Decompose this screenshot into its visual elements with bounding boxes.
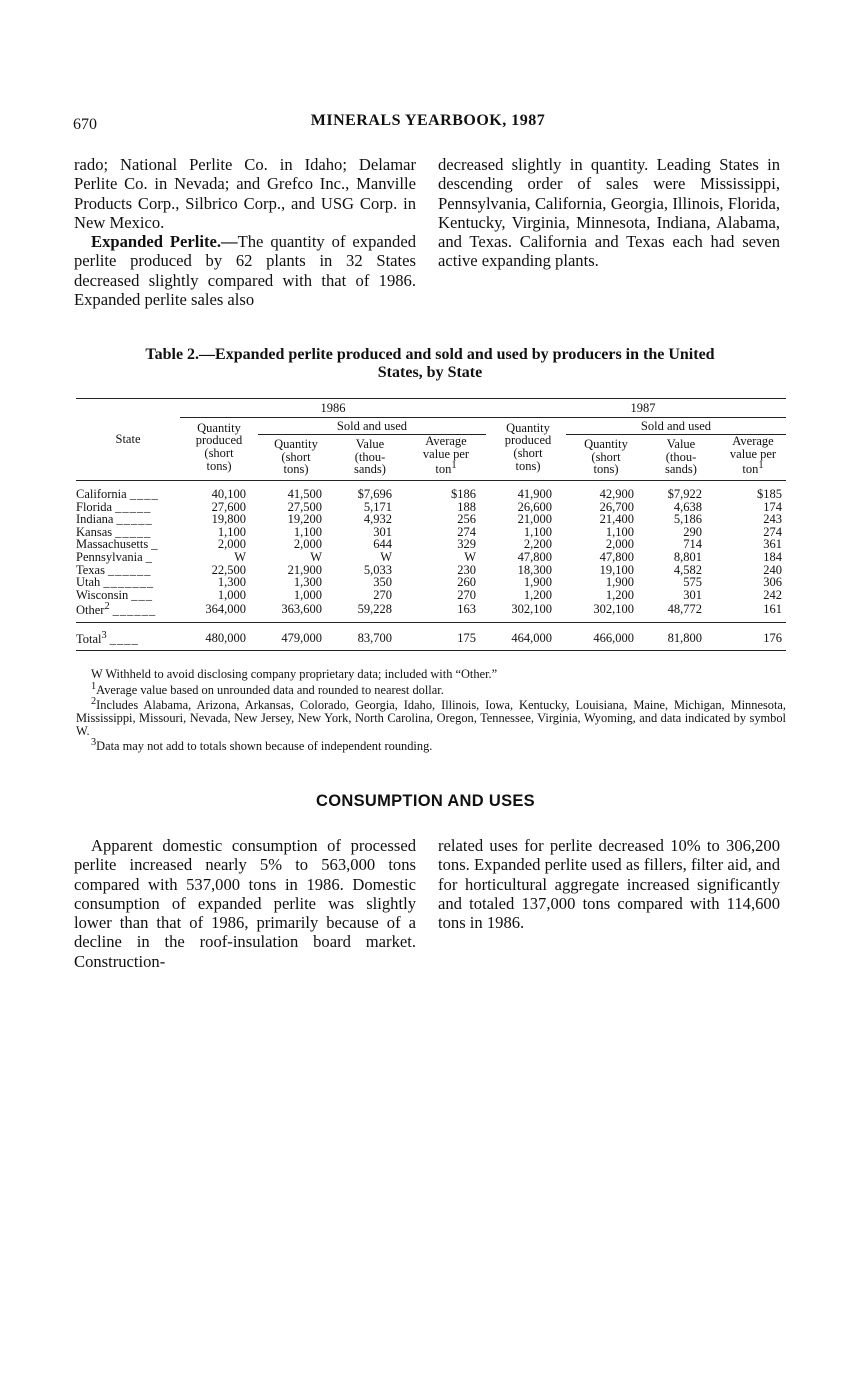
footnote-1-text: Average value based on unrounded data and rounded to nearest dollar. <box>96 682 444 697</box>
value-1986-cell: 5,171 <box>363 499 392 514</box>
state-name: Indiana <box>76 512 114 527</box>
intro-left-paragraph-1: rado; National Perlite Co. in Idaho; Delamar Perlite Co. in Nevada; and Grefco Inc., Manville Products Corp., Silbrico Corp., and USG Corp. in New Mexico. <box>74 155 416 232</box>
qty-sold-1986-cell: 1,100 <box>293 524 322 539</box>
avg-value-1987-cell: 242 <box>763 587 782 602</box>
expanded-perlite-heading: Expanded Perlite.— <box>91 232 238 252</box>
qty-produced-1986-cell: 27,600 <box>211 499 246 514</box>
table-row <box>76 513 786 526</box>
qty-produced-1986-cell: 1,100 <box>217 524 246 539</box>
value-1986-cell: 5,033 <box>363 562 392 577</box>
qty-sold-1987-cell: 21,400 <box>599 512 634 527</box>
value-1987-cell: 5,186 <box>673 512 702 527</box>
qty-produced-1986-cell: 40,100 <box>211 486 246 501</box>
value-1987-cell: 575 <box>683 575 702 590</box>
running-head <box>73 112 783 138</box>
avg-value-1986-cell: 188 <box>457 499 476 514</box>
footnote-1-mark-1986: 1 <box>451 460 457 472</box>
value-1986-cell: W <box>380 549 392 564</box>
qty-sold-1987-cell: 26,700 <box>599 499 634 514</box>
qty-sold-1986-cell: 479,000 <box>258 623 334 651</box>
avg-value-1986-cell: 274 <box>457 524 476 539</box>
qty-produced-1987-cell: 18,300 <box>517 562 552 577</box>
value-1986-cell: 350 <box>373 575 392 590</box>
qty-sold-1986-cell: 41,500 <box>287 486 322 501</box>
qty-sold-1986-cell: 1,000 <box>293 587 322 602</box>
avg-value-1987-cell: 306 <box>763 575 782 590</box>
qty-sold-1987-cell: 466,000 <box>566 623 646 651</box>
table-row <box>76 551 786 564</box>
intro-left-paragraph-2 <box>74 232 416 309</box>
table-title <box>90 346 770 382</box>
table-row <box>76 480 786 500</box>
consumption-columns <box>74 836 780 971</box>
footnote-marker: 2 <box>104 601 110 613</box>
footnote-3-number: 3 <box>91 737 97 749</box>
perlite-table <box>76 398 786 651</box>
footnote-2-number: 2 <box>91 696 97 708</box>
qty-produced-1986-cell: 1,300 <box>217 575 246 590</box>
state-column-header: State <box>76 399 180 481</box>
leader-dashes: ____ <box>109 632 139 647</box>
value-1986-cell: 301 <box>373 524 392 539</box>
sold-and-used-header-1986: Sold and used <box>258 418 486 435</box>
quantity-produced-header-1987: Quantity produced (short tons) <box>486 418 566 481</box>
qty-produced-1987-cell: 464,000 <box>486 623 566 651</box>
qty-produced-1986-cell: 19,800 <box>211 512 246 527</box>
qty-sold-1986-cell: 21,900 <box>287 562 322 577</box>
table-title-line-2: States, by State <box>377 364 483 381</box>
qty-sold-1987-cell: 2,000 <box>605 537 634 552</box>
footnote-2 <box>76 696 786 737</box>
qty-produced-1987-cell: 41,900 <box>517 486 552 501</box>
consumption-right-column <box>438 836 780 971</box>
qty-sold-1987-cell: 47,800 <box>599 549 634 564</box>
qty-sold-1986-cell: 363,600 <box>281 601 322 616</box>
qty-produced-1987-cell: 1,100 <box>523 524 552 539</box>
state-name: Total <box>76 632 102 647</box>
qty-sold-1986-cell: 19,200 <box>287 512 322 527</box>
avg-value-1986-cell: 329 <box>457 537 476 552</box>
qty-produced-1986-cell: 2,000 <box>217 537 246 552</box>
consumption-left-paragraph: Apparent domestic consumption of processed perlite increased nearly 5% to 563,000 tons compared with 537,000 tons in 1986. Domestic consumption of expanded perlite was slightly lower than that of 1986, primarily because of a decline in the roof-insulation board market. Construction- <box>74 836 416 971</box>
quantity-header-1987: Quantity (short tons) <box>566 435 646 481</box>
table-footnotes <box>76 668 786 753</box>
state-name: California <box>76 486 127 501</box>
footnote-w: W Withheld to avoid disclosing company proprietary data; included with “Other.” <box>91 667 498 681</box>
qty-produced-1987-cell: 1,200 <box>523 587 552 602</box>
value-1986-cell: $7,696 <box>357 486 392 501</box>
state-name: Florida <box>76 499 113 514</box>
avg-value-1986-cell: 270 <box>457 587 476 602</box>
avg-value-1987-cell: 274 <box>763 524 782 539</box>
value-1987-cell: 4,638 <box>673 499 702 514</box>
intro-left-column <box>74 155 416 309</box>
year-header-1987: 1987 <box>486 399 786 418</box>
avg-value-1987-cell: 161 <box>763 601 782 616</box>
qty-produced-1987-cell: 2,200 <box>523 537 552 552</box>
avg-value-1987-cell: 174 <box>763 499 782 514</box>
state-cell <box>76 623 180 651</box>
leader-dashes: ____ <box>129 486 159 501</box>
qty-produced-1987-cell: 47,800 <box>517 549 552 564</box>
qty-produced-1986-cell: 22,500 <box>211 562 246 577</box>
leader-dashes: _____ <box>115 499 152 514</box>
leader-dashes: _____ <box>116 512 153 527</box>
sold-and-used-header-1987: Sold and used <box>566 418 786 435</box>
quantity-header-1986: Quantity (short tons) <box>258 435 334 481</box>
consumption-right-paragraph: related uses for perlite decreased 10% to 306,200 tons. Expanded perlite used as fillers, filter aid, and for horticultural aggregate increased significantly and totaled 137,000 tons compared with 114,600 tons in 1986. <box>438 836 780 933</box>
value-1986-cell: 4,932 <box>363 512 392 527</box>
qty-sold-1987-cell: 19,100 <box>599 562 634 577</box>
value-1987-cell: $7,922 <box>667 486 702 501</box>
table-row <box>76 589 786 602</box>
qty-produced-1987-cell: 302,100 <box>511 601 552 616</box>
consumption-left-column <box>74 836 416 971</box>
footnote-1-number: 1 <box>91 680 97 692</box>
average-value-label-1986: Average value per ton <box>422 434 470 477</box>
leader-dashes: _ <box>145 549 153 564</box>
avg-value-1986-cell: 230 <box>457 562 476 577</box>
section-heading-consumption: CONSUMPTION AND USES <box>316 792 535 810</box>
avg-value-1986-cell: $186 <box>451 486 476 501</box>
value-1986-cell: 59,228 <box>357 601 392 616</box>
avg-value-1986-cell: W <box>464 549 476 564</box>
value-1987-cell: 48,772 <box>667 601 702 616</box>
qty-sold-1987-cell: 42,900 <box>599 486 634 501</box>
table-row <box>76 601 786 622</box>
intro-columns <box>74 155 780 309</box>
avg-value-1987-cell: 243 <box>763 512 782 527</box>
value-1987-cell: 301 <box>683 587 702 602</box>
value-1986-cell: 83,700 <box>334 623 406 651</box>
avg-value-1987-cell: 176 <box>716 623 786 651</box>
leader-dashes: ___ <box>131 587 154 602</box>
value-1986-cell: 644 <box>373 537 392 552</box>
average-value-header-1986 <box>406 435 486 481</box>
value-1987-cell: 81,800 <box>646 623 716 651</box>
state-name: Wisconsin <box>76 587 129 602</box>
avg-value-1987-cell: $185 <box>757 486 782 501</box>
publication-title: MINERALS YEARBOOK, 1987 <box>310 112 546 129</box>
value-1987-cell: 4,582 <box>673 562 702 577</box>
footnote-1-mark-1987: 1 <box>758 460 764 472</box>
qty-produced-1986-cell: 364,000 <box>205 601 246 616</box>
avg-value-1986-cell: 163 <box>457 601 476 616</box>
qty-produced-1987-cell: 1,900 <box>523 575 552 590</box>
qty-sold-1987-cell: 1,200 <box>605 587 634 602</box>
average-value-header-1987 <box>716 435 786 481</box>
qty-produced-1986-cell: 1,000 <box>217 587 246 602</box>
avg-value-1987-cell: 361 <box>763 537 782 552</box>
state-name: Pennsylvania <box>76 549 143 564</box>
table-row <box>76 526 786 539</box>
year-header-1986: 1986 <box>180 399 486 418</box>
state-cell <box>76 589 180 602</box>
leader-dashes: _______ <box>103 575 155 590</box>
state-name: Texas <box>76 562 105 577</box>
table-row <box>76 564 786 577</box>
quantity-produced-header-1986: Quantity produced (short tons) <box>180 418 258 481</box>
qty-sold-1987-cell: 302,100 <box>593 601 634 616</box>
state-name: Massachusetts <box>76 537 149 552</box>
avg-value-1986-cell: 260 <box>457 575 476 590</box>
value-1986-cell: 270 <box>373 587 392 602</box>
avg-value-1986-cell: 256 <box>457 512 476 527</box>
total-row <box>76 623 786 651</box>
qty-sold-1987-cell: 1,100 <box>605 524 634 539</box>
avg-value-1987-cell: 184 <box>763 549 782 564</box>
footnote-3 <box>76 737 786 753</box>
average-value-label-1987: Average value per ton <box>729 434 777 477</box>
value-1987-cell: 290 <box>683 524 702 539</box>
table-body <box>76 480 786 650</box>
qty-produced-1987-cell: 21,000 <box>517 512 552 527</box>
qty-produced-1986-cell: W <box>234 549 246 564</box>
leader-dashes: ______ <box>107 562 152 577</box>
page-number: 670 <box>73 116 97 133</box>
leader-dashes: _ <box>151 537 159 552</box>
state-name: Kansas <box>76 524 113 539</box>
value-header-1987: Value (thou- sands) <box>646 435 716 481</box>
state-cell <box>76 601 180 622</box>
avg-value-1986-cell: 175 <box>406 623 486 651</box>
value-1987-cell: 714 <box>683 537 702 552</box>
qty-sold-1986-cell: W <box>310 549 322 564</box>
state-name: Utah <box>76 575 101 590</box>
value-1987-cell: 8,801 <box>673 549 702 564</box>
footnote-2-text: Includes Alabama, Arizona, Arkansas, Colorado, Georgia, Idaho, Illinois, Iowa, Kentucky, Louisiana, Maine, Michigan, Minnesota, Mississippi, Missouri, Nevada, New Jersey, New York, North Carolina, Oregon, Tennessee, Virginia, Wyoming, and data indicated by symbol W. <box>76 698 786 738</box>
expanded-perlite-text: The quantity of expanded perlite produced by 62 plants in 32 States decreased slightly compared with that of 1986. Expanded perlite sales also <box>74 232 417 310</box>
leader-dashes: ______ <box>112 603 157 618</box>
leader-dashes: _____ <box>115 524 152 539</box>
footnote-3-text: Data may not add to totals shown because of independent rounding. <box>96 739 433 754</box>
qty-sold-1987-cell: 1,900 <box>605 575 634 590</box>
qty-sold-1986-cell: 27,500 <box>287 499 322 514</box>
footnote-marker: 3 <box>101 630 107 642</box>
qty-sold-1986-cell: 1,300 <box>293 575 322 590</box>
intro-right-column <box>438 155 780 309</box>
state-cell <box>76 480 180 500</box>
qty-sold-1986-cell: 2,000 <box>293 537 322 552</box>
intro-right-paragraph: decreased slightly in quantity. Leading States in descending order of sales were Mississippi, Pennsylvania, California, Georgia, Illinois, Florida, Kentucky, Virginia, Minnesota, Indiana, Alabama, and Texas. California and Texas each had seven active expanding plants. <box>438 155 780 271</box>
avg-value-1987-cell: 240 <box>763 562 782 577</box>
value-header-1986: Value (thou- sands) <box>334 435 406 481</box>
state-name: Other <box>76 603 105 618</box>
footnote-1 <box>76 681 786 697</box>
table-row <box>76 576 786 589</box>
table-title-line-1: Table 2.—Expanded perlite produced and sold and used by producers in the United <box>145 346 715 363</box>
qty-produced-1986-cell: 480,000 <box>180 623 258 651</box>
qty-produced-1987-cell: 26,600 <box>517 499 552 514</box>
